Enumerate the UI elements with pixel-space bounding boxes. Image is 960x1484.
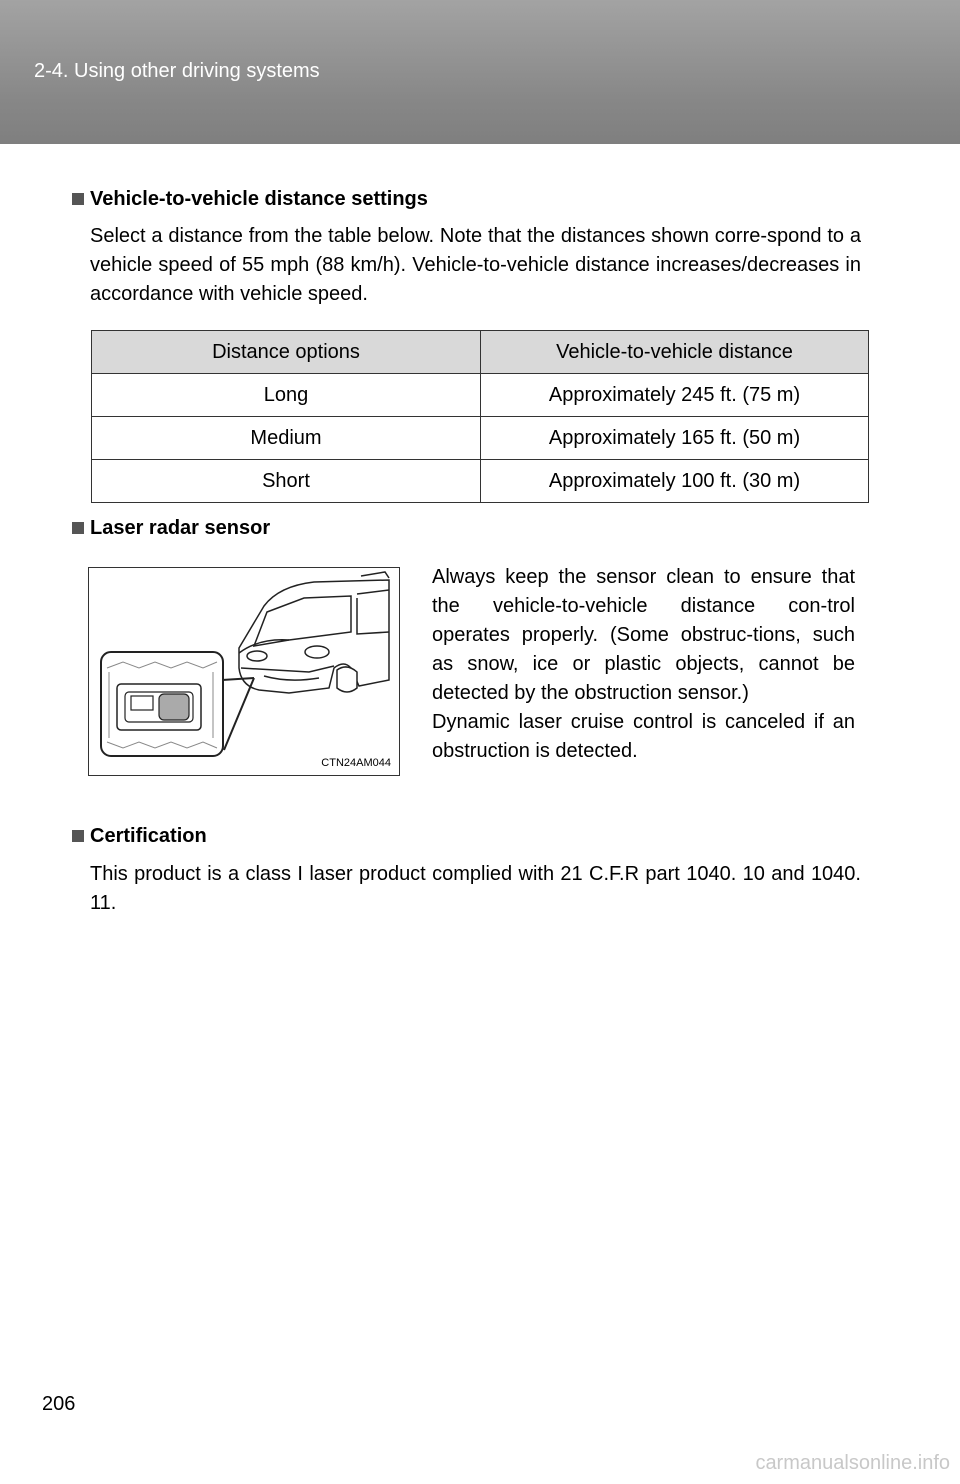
section-heading-certification <box>72 822 207 850</box>
page-number: 206 <box>42 1393 76 1415</box>
laser-sensor-paragraph: Dynamic laser cruise control is canceled if an obstruction is detected. <box>432 711 855 762</box>
table-cell: Medium <box>92 417 481 460</box>
table-row <box>92 460 869 503</box>
table-cell: Long <box>92 374 481 417</box>
vehicle-sensor-drawing <box>89 568 399 775</box>
section-heading-distance <box>72 185 428 213</box>
laser-sensor-description <box>432 563 855 766</box>
chapter-title: 2-4. Using other driving systems <box>34 60 320 82</box>
page-header <box>0 0 960 144</box>
watermark: carmanualsonline.info <box>755 1452 950 1474</box>
section-title: Vehicle-to-vehicle distance settings <box>90 188 428 210</box>
table-header-cell: Distance options <box>92 331 481 374</box>
table-cell: Approximately 245 ft. (75 m) <box>481 374 869 417</box>
square-bullet-icon <box>72 830 84 842</box>
sensor-illustration <box>88 567 400 776</box>
table-row <box>92 417 869 460</box>
figure-code: CTN24AM044 <box>321 757 391 769</box>
section-title: Certification <box>90 825 207 847</box>
distance-table <box>91 330 869 503</box>
table-cell: Short <box>92 460 481 503</box>
laser-sensor-paragraph: Always keep the sensor clean to ensure that the vehicle-to-vehicle distance con-trol operates properly. (Some obstruc-tions, such as snow, ice or plastic objects, cannot be detected by the obstruction sensor.) <box>432 566 855 704</box>
section-body-certification: This product is a class I laser product complied with 21 C.F.R part 1040. 10 and 1040. 11. <box>90 863 861 914</box>
table-header-cell: Vehicle-to-vehicle distance <box>481 331 869 374</box>
section-heading-laser <box>72 514 270 542</box>
table-cell: Approximately 165 ft. (50 m) <box>481 417 869 460</box>
section-body-distance: Select a distance from the table below. Note that the distances shown corre-spond to a vehicle speed of 55 mph (88 km/h). Vehicle-to-vehicle distance increases/decreases in accordance with vehicle speed. <box>90 225 861 305</box>
table-header-row <box>92 331 869 374</box>
table-cell: Approximately 100 ft. (30 m) <box>481 460 869 503</box>
square-bullet-icon <box>72 522 84 534</box>
table-row <box>92 374 869 417</box>
section-title: Laser radar sensor <box>90 517 271 539</box>
square-bullet-icon <box>72 193 84 205</box>
